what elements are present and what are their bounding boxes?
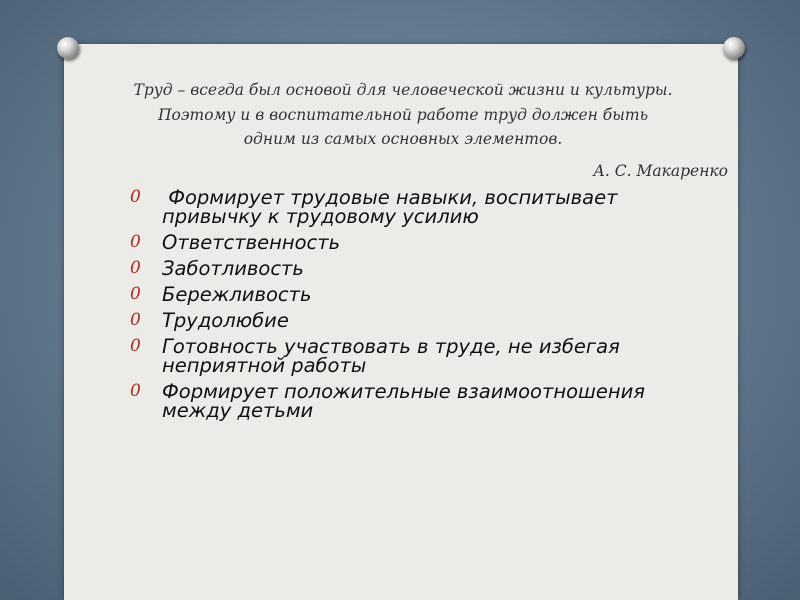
list-item [130,311,650,330]
bullet-icon: 0 [130,381,141,401]
list-item [130,382,650,420]
bullet-icon: 0 [130,232,141,252]
list-item [130,285,650,304]
bullet-icon: 0 [130,258,141,278]
bullet-list [130,188,650,427]
bullet-icon: 0 [130,284,141,304]
list-item [130,233,650,252]
list-item-text: Ответственность [162,231,341,254]
quote-line: Труд – всегда был основой для человеческой жизни и культуры. [133,81,673,99]
list-item [130,259,650,278]
bullet-icon: 0 [130,310,141,330]
pushpin-icon [723,37,745,59]
bullet-icon: 0 [130,187,141,207]
list-item-text: Заботливость [162,257,304,280]
list-item [130,337,650,375]
epigraph-quote [78,78,728,152]
quote-author: А. С. Макаренко [593,162,728,180]
pushpin-icon [57,37,79,59]
quote-line: Поэтому и в воспитательной работе труд должен быть [157,105,649,124]
list-item-text: Бережливость [162,283,312,306]
list-item-text: Формирует положительные взаимоотношения между детьми [162,380,646,422]
list-item-text: Готовность участвовать в труде, не избегая неприятной работы [162,335,620,377]
bullet-icon: 0 [130,336,141,356]
list-item [130,188,650,226]
list-item-text: Формирует трудовые навыки, воспитывает привычку к трудовому усилию [162,186,624,228]
quote-line: одним из самых основных элементов. [243,130,563,148]
list-item-text: Трудолюбие [162,309,289,332]
